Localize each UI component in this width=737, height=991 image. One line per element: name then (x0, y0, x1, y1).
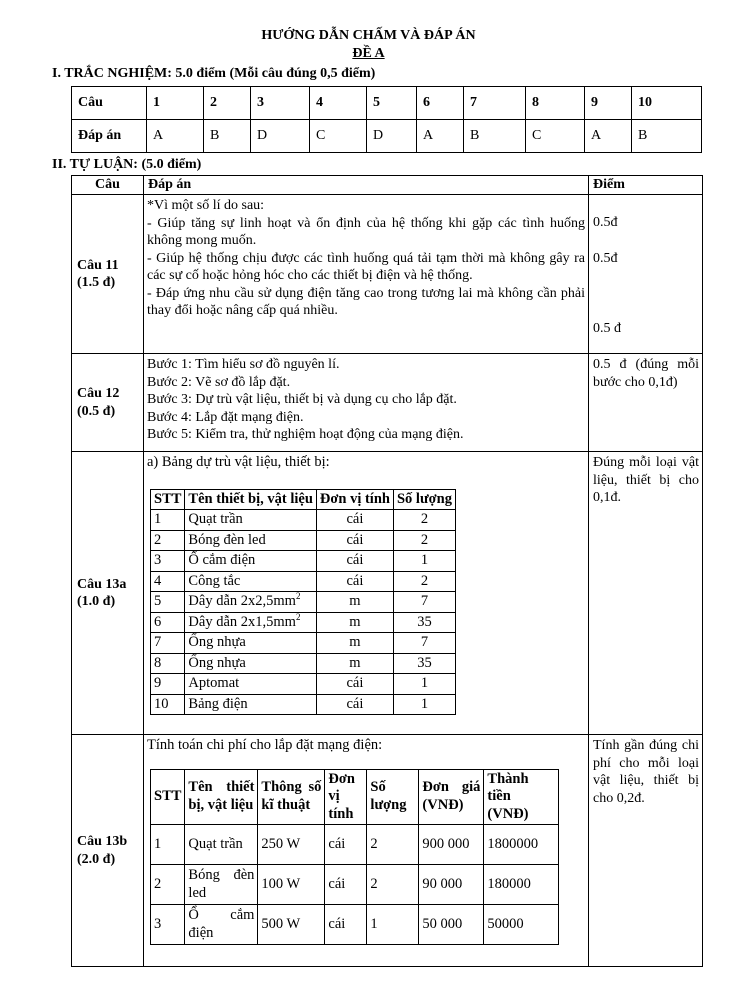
quantity: 2 (367, 865, 419, 905)
unit: m (316, 592, 393, 613)
q13b-intro: Tính toán chi phí cho lắp đặt mạng điện: (147, 737, 383, 753)
spec: 250 W (258, 825, 325, 865)
question-number: 8 (526, 87, 585, 120)
question-11-row (72, 195, 703, 354)
stt: 10 (151, 694, 185, 715)
table-row (151, 592, 456, 613)
stt: 8 (151, 653, 185, 674)
q11-point-2: - Giúp hệ thống chịu được các tình huống quá tải tạm thời mà không gây ra các sự cố hoặc hỏng hóc cho các thiết bị điện và hệ thống. (147, 250, 585, 283)
answer-row (72, 120, 702, 153)
multiple-choice-table (71, 86, 702, 153)
total: 50000 (484, 905, 559, 945)
question-number: 10 (632, 87, 702, 120)
quantity: 1 (393, 551, 455, 572)
quantity: 35 (393, 653, 455, 674)
quantity: 2 (393, 530, 455, 551)
row-label-cau: Câu (72, 87, 147, 120)
unit: cái (325, 865, 367, 905)
stt: 7 (151, 633, 185, 654)
question-13b-answer (144, 735, 589, 967)
item-name: Ống nhựa (185, 653, 316, 674)
table-row (151, 653, 456, 674)
item-name: Ổ cắm điện (185, 551, 316, 572)
cost-col-total: Thành tiền (VNĐ) (484, 769, 559, 825)
item-name: Bóng đèn led (185, 865, 258, 905)
q13a-intro: a) Bảng dự trù vật liệu, thiết bị: (147, 454, 330, 470)
unit: cái (316, 530, 393, 551)
unit: cái (316, 551, 393, 572)
question-12-label: Câu 12 (0.5 đ) (72, 354, 144, 452)
col-header-diem: Điểm (589, 176, 703, 195)
item-name: Bóng đèn led (185, 530, 316, 551)
answer-letter: B (632, 120, 702, 153)
question-number: 2 (204, 87, 251, 120)
question-12-answer (144, 354, 589, 452)
question-13b-label: Câu 13b (2.0 đ) (72, 735, 144, 967)
unit: cái (316, 694, 393, 715)
answer-letter: A (585, 120, 632, 153)
item-name: Ổ cắm điện (185, 905, 258, 945)
question-13a-answer (144, 452, 589, 735)
quantity: 1 (367, 905, 419, 945)
question-11-label: Câu 11 (1.5 đ) (72, 195, 144, 354)
table-row (151, 905, 559, 945)
col-header-cau: Câu (72, 176, 144, 195)
question-number: 7 (464, 87, 526, 120)
quantity: 7 (393, 592, 455, 613)
table-row (151, 551, 456, 572)
item-name-text: Dây dẫn 2x1,5mm (188, 613, 296, 630)
unit: m (316, 633, 393, 654)
superscript: 2 (295, 611, 301, 622)
cost-col-unit: Đơn vị tính (325, 769, 367, 825)
materials-col-stt: STT (151, 489, 185, 510)
answer-letter: B (204, 120, 251, 153)
row-label-dapan: Đáp án (72, 120, 147, 153)
col-header-dapan: Đáp án (144, 176, 589, 195)
item-name (185, 592, 316, 613)
total: 1800000 (484, 825, 559, 865)
cost-col-spec: Thông số kĩ thuật (258, 769, 325, 825)
question-number: 1 (147, 87, 204, 120)
cost-col-name: Tên thiết bị, vật liệu (185, 769, 258, 825)
question-13a-label: Câu 13a (1.0 đ) (72, 452, 144, 735)
quantity: 7 (393, 633, 455, 654)
table-row (151, 633, 456, 654)
item-name: Công tắc (185, 571, 316, 592)
materials-col-qty: Số lượng (393, 489, 455, 510)
unit-price: 50 000 (419, 905, 484, 945)
question-13a-score: Đúng mỗi loại vật liệu, thiết bị cho 0,1đ. (589, 452, 703, 735)
materials-table (150, 489, 456, 716)
cost-table (150, 769, 559, 946)
materials-header-row (151, 489, 456, 510)
item-name: Quạt trần (185, 510, 316, 531)
question-12-row (72, 354, 703, 452)
unit-price: 90 000 (419, 865, 484, 905)
answer-letter: B (464, 120, 526, 153)
table-row (151, 825, 559, 865)
unit: m (316, 612, 393, 633)
question-11-answer (144, 195, 589, 354)
quantity: 2 (367, 825, 419, 865)
answer-letter: C (310, 120, 367, 153)
q12-step: Bước 2: Vẽ sơ đồ lắp đặt. (147, 374, 291, 390)
stt: 4 (151, 571, 185, 592)
cost-header-row (151, 769, 559, 825)
unit: cái (316, 510, 393, 531)
answer-letter: C (526, 120, 585, 153)
unit: m (316, 653, 393, 674)
q11-score-1: 0.5đ (593, 215, 618, 230)
table-row (151, 674, 456, 695)
q11-score-3: 0.5 đ (593, 321, 621, 336)
q11-score-2: 0.5đ (593, 250, 618, 266)
unit: cái (325, 905, 367, 945)
page-title: HƯỚNG DẪN CHẤM VÀ ĐÁP ÁN (261, 28, 476, 43)
q11-point-3: - Đáp ứng nhu cầu sử dụng điện tăng cao trong tương lai mà không cần phải thay đổi hoặc nâng cấp quá nhiều. (147, 285, 585, 318)
item-name: Aptomat (185, 674, 316, 695)
unit-price: 900 000 (419, 825, 484, 865)
materials-col-unit: Đơn vị tính (316, 489, 393, 510)
answer-letter: D (251, 120, 310, 153)
superscript: 2 (295, 591, 301, 602)
total: 180000 (484, 865, 559, 905)
q11-intro: *Vì một số lí do sau: (147, 198, 265, 213)
quantity: 35 (393, 612, 455, 633)
item-name-text: Dây dẫn 2x2,5mm (188, 593, 296, 609)
question-12-score: 0.5 đ (đúng mỗi bước cho 0,1đ) (589, 354, 703, 452)
stt: 1 (151, 825, 185, 865)
stt: 2 (151, 530, 185, 551)
question-13b-row (72, 735, 703, 967)
materials-col-name: Tên thiết bị, vật liệu (185, 489, 316, 510)
table-row (151, 510, 456, 531)
cost-col-stt: STT (151, 769, 185, 825)
q12-step: Bước 4: Lắp đặt mạng điện. (147, 409, 304, 425)
q11-point-1: - Giúp tăng sự linh hoạt và ổn định của hệ thống khi gặp các tình huống không mong muốn. (147, 215, 585, 248)
question-row (72, 87, 702, 120)
q12-step: Bước 3: Dự trù vật liệu, thiết bị và dụng cụ cho lắp đặt. (147, 392, 457, 407)
question-13a-row (72, 452, 703, 735)
question-13b-score: Tính gần đúng chi phí cho mỗi loại vật liệu, thiết bị cho 0,2đ. (589, 735, 703, 967)
spec: 100 W (258, 865, 325, 905)
table-row (151, 612, 456, 633)
section-2-heading: II. TỰ LUẬN: (5.0 điểm) (52, 157, 202, 172)
stt: 3 (151, 905, 185, 945)
essay-header-row (72, 176, 703, 195)
quantity: 1 (393, 674, 455, 695)
stt: 5 (151, 592, 185, 613)
unit: cái (325, 825, 367, 865)
question-number: 5 (367, 87, 417, 120)
table-row (151, 530, 456, 551)
answer-letter: A (147, 120, 204, 153)
quantity: 2 (393, 571, 455, 592)
q12-step: Bước 5: Kiểm tra, thử nghiệm hoạt động của mạng điện. (147, 427, 464, 442)
table-row (151, 694, 456, 715)
stt: 6 (151, 612, 185, 633)
item-name: Quạt trần (185, 825, 258, 865)
item-name: Ống nhựa (185, 633, 316, 654)
question-number: 3 (251, 87, 310, 120)
unit: cái (316, 674, 393, 695)
stt: 3 (151, 551, 185, 572)
question-number: 9 (585, 87, 632, 120)
stt: 1 (151, 510, 185, 531)
table-row (151, 571, 456, 592)
quantity: 1 (393, 694, 455, 715)
question-number: 4 (310, 87, 367, 120)
section-1-heading: I. TRẮC NGHIỆM: 5.0 điểm (Mỗi câu đúng 0,5 điểm) (52, 66, 376, 81)
table-row (151, 865, 559, 905)
cost-col-price: Đơn giá (VNĐ) (419, 769, 484, 825)
spec: 500 W (258, 905, 325, 945)
question-number: 6 (417, 87, 464, 120)
stt: 9 (151, 674, 185, 695)
question-11-score (589, 195, 703, 354)
stt: 2 (151, 865, 185, 905)
item-name: Bảng điện (185, 694, 316, 715)
q12-step: Bước 1: Tìm hiểu sơ đồ nguyên lí. (147, 357, 340, 372)
quantity: 2 (393, 510, 455, 531)
cost-col-qty: Số lượng (367, 769, 419, 825)
essay-table (71, 175, 703, 967)
answer-letter: A (417, 120, 464, 153)
unit: cái (316, 571, 393, 592)
page-subtitle: ĐỀ A (352, 46, 385, 61)
answer-letter: D (367, 120, 417, 153)
item-name (185, 612, 316, 633)
